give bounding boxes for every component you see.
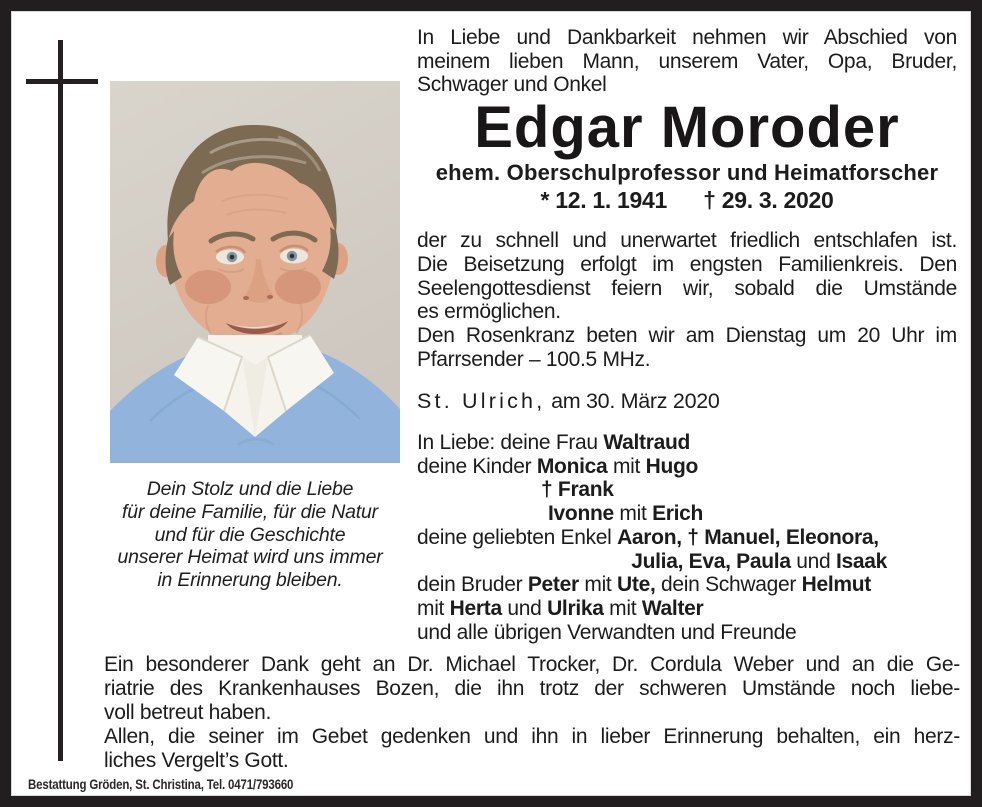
dateline xyxy=(417,390,957,414)
dateline-place: St. Ulrich, xyxy=(417,389,546,414)
photo-caption xyxy=(94,478,406,592)
announcement-line: der zu schnell und unerwartet friedlich entschlafen ist. xyxy=(417,229,957,253)
thanks-line: Ein besonderer Dank geht an Dr. Michael Trocker, Dr. Cordula Weber und an die Ge- xyxy=(104,653,960,676)
thanks-line: voll betreut haben. xyxy=(104,701,272,724)
family-list xyxy=(417,431,957,644)
family-line: mit Herta und Ulrika mit Walter xyxy=(417,596,704,620)
family-line: deine Kinder Monica mit Hugo xyxy=(417,454,699,478)
rosary-line: Den Rosenkranz beten wir am Dienstag um 20 Uhr im xyxy=(417,323,957,347)
memorial-cross-icon xyxy=(58,40,63,761)
family-line: † Frank xyxy=(541,478,614,502)
rosary-line: Pfarrsender – 100.5 MHz. xyxy=(417,347,651,371)
announcement-line: Seelengottesdienst feiern wir, sobald die Umstände xyxy=(417,276,957,300)
memorial-cross-icon-arm xyxy=(26,79,98,84)
thanks-text xyxy=(104,653,960,773)
caption-line: in Erinnerung bleiben. xyxy=(157,569,343,592)
deceased-subtitle: ehem. Oberschulprofessor und Heimatforscher xyxy=(435,160,939,186)
caption-line: und für die Geschichte xyxy=(154,523,346,546)
caption-line: unserer Heimat wird uns immer xyxy=(117,546,383,569)
family-line: Ivonne mit Erich xyxy=(548,502,704,526)
family-line: dein Bruder Peter mit Ute, dein Schwager Helmut xyxy=(417,573,871,597)
announcement-line: Die Beisetzung erfolgt im engsten Familienkreis. Den xyxy=(417,252,957,276)
portrait-photo xyxy=(110,81,400,463)
announcement-text xyxy=(417,229,957,371)
family-line: und alle übrigen Verwandten und Freunde xyxy=(417,620,797,644)
intro-text xyxy=(417,26,957,97)
announcement-line: es ermöglichen. xyxy=(417,300,561,324)
caption-line: Dein Stolz und die Liebe xyxy=(146,478,354,500)
announcement-column xyxy=(417,26,957,644)
intro-line: In Liebe und Dankbarkeit nehmen wir Abschied von xyxy=(417,26,957,49)
thanks-line: riatrie des Krankenhauses Bozen, die ihn trotz der schweren Umstände noch liebe- xyxy=(104,677,960,700)
intro-line: meinem lieben Mann, unserem Vater, Opa, Bruder, xyxy=(417,49,957,73)
death-date: † 29. 3. 2020 xyxy=(703,187,834,214)
farewell-line: Allen, die seiner im Gebet gedenken und ihn in lieber Erinnerung behalten, ein herz- xyxy=(104,725,960,748)
caption-line: für deine Familie, für die Natur xyxy=(122,500,378,523)
family-line: Julia, Eva, Paula und Isaak xyxy=(631,549,887,573)
portrait-illustration xyxy=(110,81,400,463)
farewell-line: liches Vergelt’s Gott. xyxy=(104,749,289,772)
life-dates xyxy=(417,188,957,213)
birth-date: * 12. 1. 1941 xyxy=(540,187,668,214)
funeral-home-info: Bestattung Gröden, St. Christina, Tel. 0471/793660 xyxy=(28,776,294,792)
family-line: deine geliebten Enkel Aaron, † Manuel, Eleonora, xyxy=(417,525,879,549)
deceased-name: Edgar Moroder xyxy=(474,95,900,161)
dateline-date: am 30. März 2020 xyxy=(545,389,720,414)
family-line: In Liebe: deine Frau Waltraud xyxy=(417,431,690,455)
intro-line: Schwager und Onkel xyxy=(417,73,607,97)
